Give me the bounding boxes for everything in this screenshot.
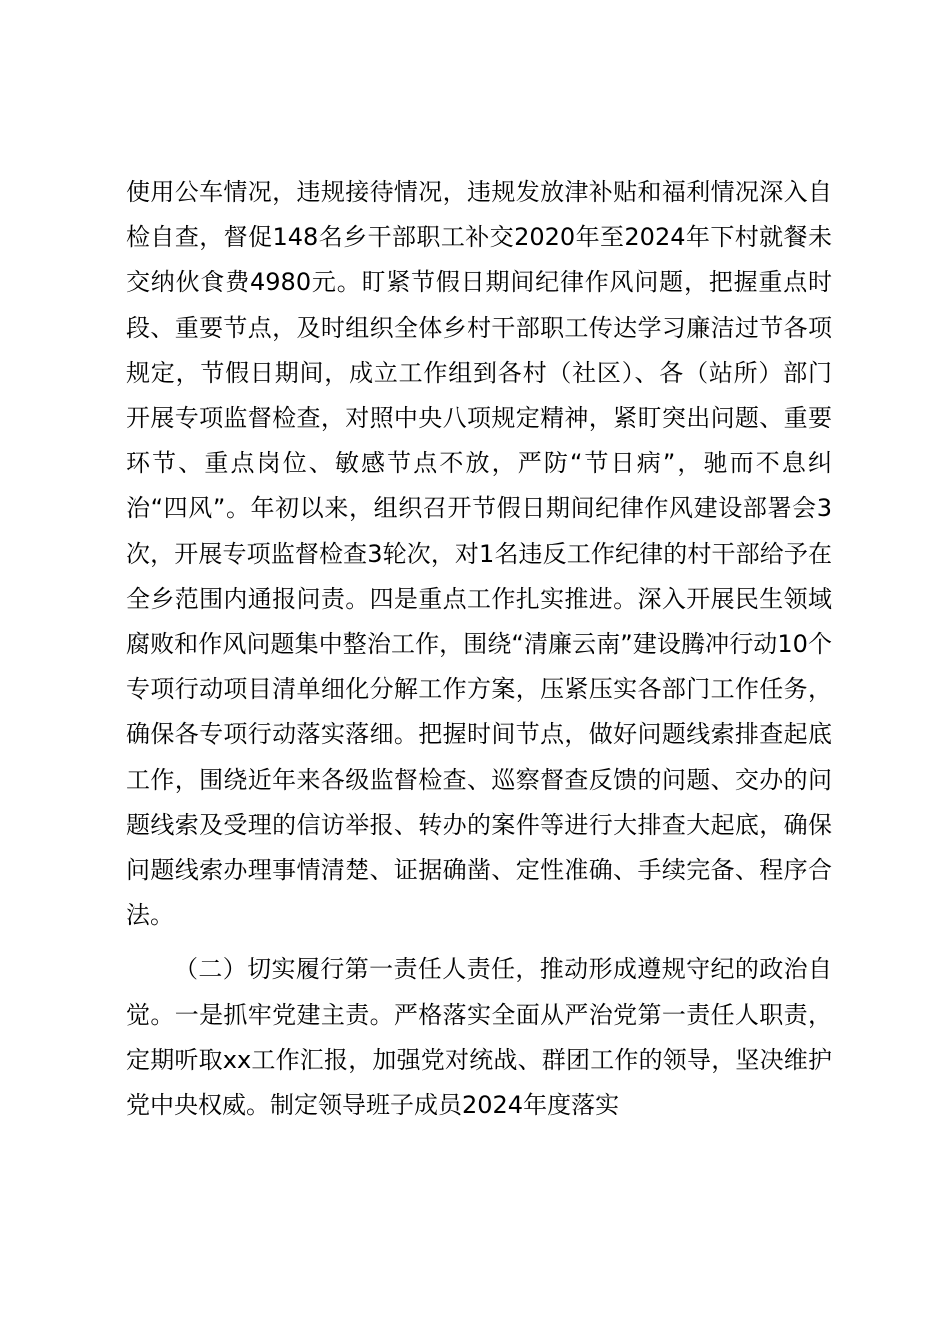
- body-paragraph-1: 使用公车情况，违规接待情况，违规发放津补贴和福利情况深入自检自查，督促148名乡干部职工补交2020年至2024年下村就餐未交纳伙食费4980元。盯紧节假日期间纪律作风问题，把握重点时段、重要节点，及时组织全体乡村干部职工传达学习廉洁过节各项规定，节假日期间，成立工作组到各村（社区）、各（站所）部门开展专项监督检查，对照中央八项规定精神，紧盯突出问题、重要环节、重点岗位、敏感节点不放，严防“节日病”，驰而不息纠治“四风”。年初以来，组织召开节假日期间纪律作风建设部署会3次，开展专项监督检查3轮次，对1名违反工作纪律的村干部给予在全乡范围内通报问责。四是重点工作扎实推进。深入开展民生领域腐败和作风问题集中整治工作，围绕“清廉云南”建设腾冲行动10个专项行动项目清单细化分解工作方案，压紧压实各部门工作任务，确保各专项行动落实落细。把握时间节点，做好问题线索排查起底工作，围绕近年来各级监督检查、巡察督查反馈的问题、交办的问题线索及受理的信访举报、转办的案件等进行大排查大起底，确保问题线索办理事情清楚、证据确凿、定性准确、手续完备、程序合法。: [126, 178, 832, 930]
- body-paragraph-2: （二）切实履行第一责任人责任，推动形成遵规守纪的政治自觉。一是抓牢党建主责。严格落实全面从严治党第一责任人职责，定期听取xx工作汇报，加强党对统战、群团工作的领导，坚决维护党中央权威。制定领导班子成员2024年度落实: [126, 955, 832, 1120]
- document-body: [126, 170, 832, 1128]
